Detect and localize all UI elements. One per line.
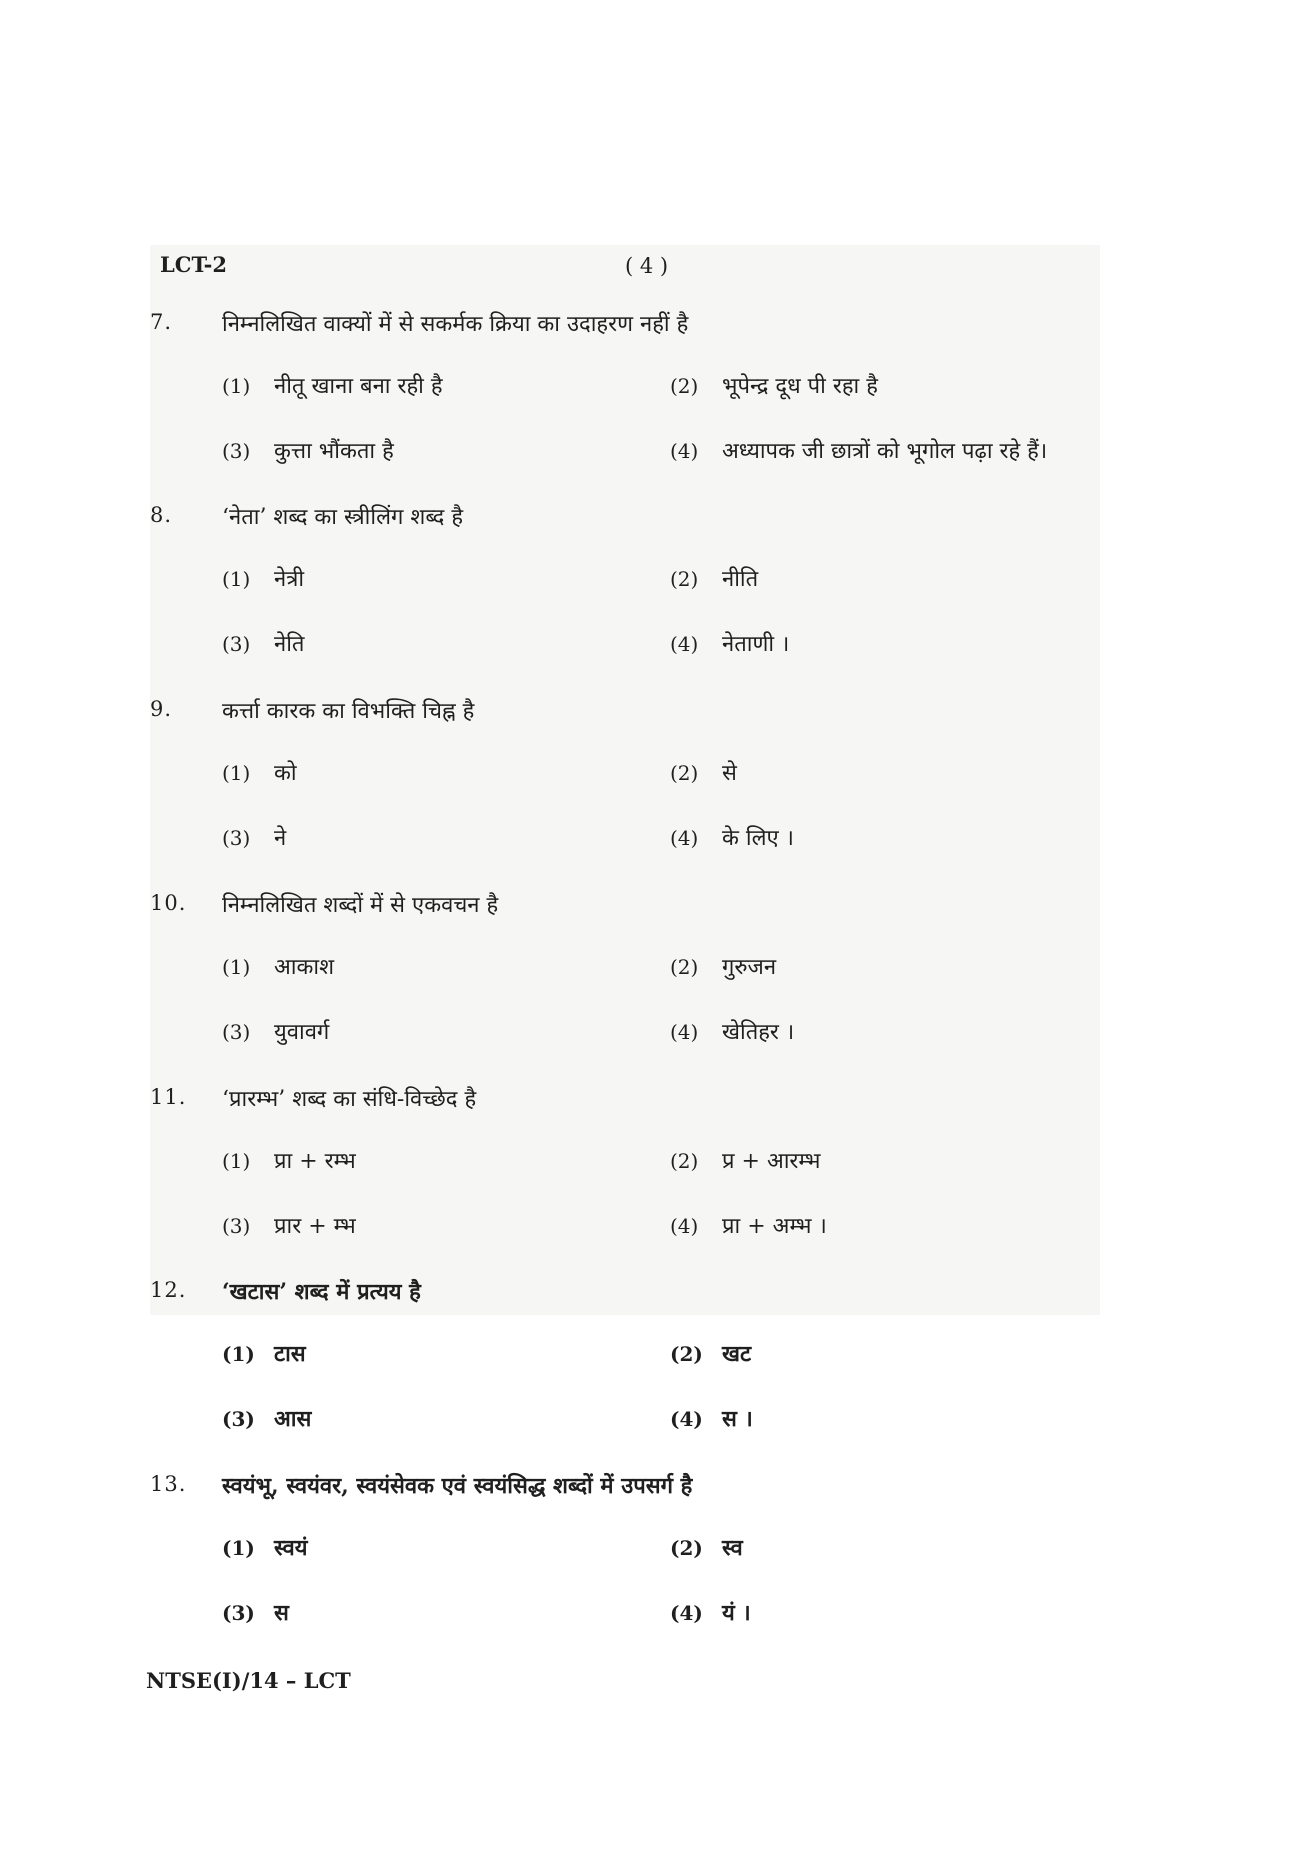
option-text: को	[274, 761, 297, 786]
option-number: (4)	[670, 1020, 699, 1044]
option-2[interactable]	[670, 951, 776, 981]
option-text: कुत्ता भौंकता है	[274, 439, 394, 464]
option-1[interactable]	[222, 1338, 306, 1368]
question-10	[150, 891, 1150, 1091]
option-3[interactable]	[222, 1016, 329, 1046]
option-4[interactable]	[670, 435, 1047, 465]
question-12	[150, 1278, 1150, 1478]
question-text: कर्त्ता कारक का विभक्ति चिह्न है	[222, 699, 475, 724]
question-13	[150, 1472, 1150, 1672]
page-number: ( 4 )	[625, 254, 669, 278]
option-4[interactable]	[670, 1210, 827, 1240]
option-1[interactable]	[222, 563, 304, 593]
question-number: 11.	[150, 1085, 187, 1109]
option-number: (3)	[222, 1214, 251, 1238]
option-number: (1)	[222, 761, 251, 785]
option-number: (2)	[670, 1342, 703, 1366]
option-number: (2)	[670, 1536, 703, 1560]
question-number: 12.	[150, 1278, 187, 1302]
option-2[interactable]	[670, 563, 758, 593]
option-number: (4)	[670, 1601, 703, 1625]
option-4[interactable]	[670, 1597, 751, 1627]
option-number: (1)	[222, 567, 251, 591]
option-1[interactable]	[222, 951, 334, 981]
option-number: (2)	[670, 955, 699, 979]
option-number: (1)	[222, 1536, 255, 1560]
option-number: (1)	[222, 374, 251, 398]
question-number: 8.	[150, 503, 173, 527]
option-number: (2)	[670, 374, 699, 398]
option-text: युवावर्ग	[274, 1020, 330, 1045]
question-number: 7.	[150, 310, 173, 334]
option-number: (4)	[670, 1407, 703, 1431]
option-4[interactable]	[670, 628, 789, 658]
question-text: ‘प्रारम्भ’ शब्द का संधि-विच्छेद है	[222, 1087, 477, 1112]
option-text: स ।	[722, 1406, 753, 1432]
option-number: (3)	[222, 1601, 255, 1625]
option-2[interactable]	[670, 370, 878, 400]
option-text: ने	[274, 826, 287, 851]
option-text: प्र + आरम्भ	[722, 1149, 821, 1174]
option-number: (3)	[222, 1020, 251, 1044]
option-text: आस	[274, 1406, 312, 1432]
option-text: स्व	[722, 1535, 743, 1561]
option-4[interactable]	[670, 1403, 753, 1433]
option-text: के लिए ।	[722, 826, 795, 851]
option-number: (1)	[222, 1342, 255, 1366]
question-number: 13.	[150, 1472, 187, 1496]
footer-code: NTSE(I)/14 – LCT	[146, 1668, 351, 1693]
option-4[interactable]	[670, 822, 794, 852]
option-4[interactable]	[670, 1016, 794, 1046]
option-2[interactable]	[670, 1338, 751, 1368]
question-text: ‘खटास’ शब्द में प्रत्यय है	[222, 1279, 421, 1305]
question-8	[150, 503, 1150, 703]
option-text: नीति	[722, 567, 759, 592]
question-text: स्वयंभू, स्वयंवर, स्वयंसेवक एवं स्वयंसिद्ध शब्दों में उपसर्ग है	[222, 1473, 693, 1499]
option-text: प्रार + म्भ	[274, 1214, 356, 1239]
option-text: भूपेन्द्र दूध पी रहा है	[722, 374, 878, 399]
option-number: (2)	[670, 761, 699, 785]
option-3[interactable]	[222, 1597, 289, 1627]
option-text: स	[274, 1600, 289, 1626]
option-text: प्रा + रम्भ	[274, 1149, 356, 1174]
option-text: अध्यापक जी छात्रों को भूगोल पढ़ा रहे हैं।	[722, 439, 1048, 464]
question-9	[150, 697, 1150, 897]
option-text: गुरुजन	[722, 955, 777, 980]
question-text: निम्नलिखित वाक्यों में से सकर्मक क्रिया का उदाहरण नहीं है	[222, 312, 689, 337]
question-number: 10.	[150, 891, 187, 915]
option-3[interactable]	[222, 822, 286, 852]
option-number: (2)	[670, 567, 699, 591]
option-text: नीतू खाना बना रही है	[274, 374, 443, 399]
option-text: नेताणी ।	[722, 632, 790, 657]
question-11	[150, 1085, 1150, 1285]
question-text: ‘नेता’ शब्द का स्त्रीलिंग शब्द है	[222, 505, 464, 530]
option-3[interactable]	[222, 435, 394, 465]
option-3[interactable]	[222, 1210, 356, 1240]
paper-code: LCT-2	[160, 252, 227, 277]
question-number: 9.	[150, 697, 173, 721]
option-number: (2)	[670, 1149, 699, 1173]
option-text: खट	[722, 1341, 752, 1367]
question-7	[150, 310, 1150, 510]
option-3[interactable]	[222, 628, 304, 658]
option-text: स्वयं	[274, 1535, 308, 1561]
option-2[interactable]	[670, 1145, 821, 1175]
option-text: नेति	[274, 632, 305, 657]
option-2[interactable]	[670, 1532, 743, 1562]
option-text: आकाश	[274, 955, 335, 980]
option-1[interactable]	[222, 1145, 356, 1175]
option-text: से	[722, 761, 737, 786]
option-3[interactable]	[222, 1403, 311, 1433]
option-number: (1)	[222, 1149, 251, 1173]
option-number: (4)	[670, 439, 699, 463]
option-number: (4)	[670, 826, 699, 850]
option-1[interactable]	[222, 1532, 308, 1562]
option-number: (4)	[670, 632, 699, 656]
option-number: (3)	[222, 632, 251, 656]
option-1[interactable]	[222, 370, 443, 400]
option-text: टास	[274, 1341, 306, 1367]
option-text: नेत्री	[274, 567, 305, 592]
option-text: प्रा + अम्भ ।	[722, 1214, 827, 1239]
option-2[interactable]	[670, 757, 737, 787]
option-text: यं ।	[722, 1600, 751, 1626]
option-text: खेतिहर ।	[722, 1020, 795, 1045]
option-number: (4)	[670, 1214, 699, 1238]
option-number: (3)	[222, 1407, 255, 1431]
option-1[interactable]	[222, 757, 297, 787]
option-number: (1)	[222, 955, 251, 979]
option-number: (3)	[222, 826, 251, 850]
option-number: (3)	[222, 439, 251, 463]
question-text: निम्नलिखित शब्दों में से एकवचन है	[222, 893, 499, 918]
